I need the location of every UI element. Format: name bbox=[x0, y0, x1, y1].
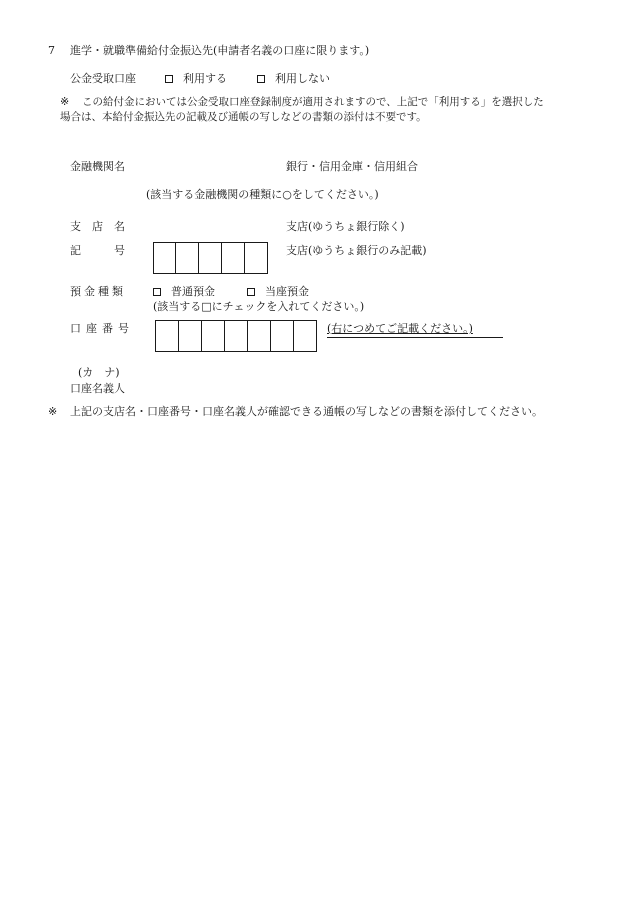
account-digit-box[interactable] bbox=[248, 320, 271, 352]
account-number-label: 口座番号 bbox=[70, 322, 134, 335]
symbol-digit-box[interactable] bbox=[222, 242, 245, 274]
deposit-current-option[interactable] bbox=[247, 285, 309, 299]
branch-suffix: 支店(ゆうちょ銀行除く) bbox=[286, 220, 405, 233]
account-number-note: (右につめてご記載ください。) bbox=[327, 322, 473, 335]
account-digit-box[interactable] bbox=[225, 320, 248, 352]
section-title: 進学・就職準備給付金振込先(申請者名義の口座に限ります。) bbox=[70, 44, 370, 57]
account-number-input-boxes[interactable] bbox=[155, 320, 317, 352]
bank-types: 銀行・信用金庫・信用組合 bbox=[286, 160, 418, 173]
symbol-digit-box[interactable] bbox=[199, 242, 222, 274]
note2-text: 上記の支店名・口座番号・口座名義人が確認できる通帳の写しなどの書類を添付してください。 bbox=[70, 405, 543, 418]
deposit-type-instruction: (該当する□にチェックを入れてください。) bbox=[153, 300, 365, 313]
bank-label: 金融機関名 bbox=[70, 160, 125, 173]
symbol-digit-box[interactable] bbox=[176, 242, 199, 274]
symbol-input-boxes[interactable] bbox=[153, 242, 268, 274]
current-label: 当座預金 bbox=[265, 285, 309, 298]
section-number: 7 bbox=[48, 44, 55, 57]
not-use-checkbox[interactable] bbox=[257, 75, 265, 83]
public-account-label: 公金受取口座 bbox=[70, 72, 136, 85]
bank-instruction: (該当する金融機関の種類に○をしてください。) bbox=[146, 188, 379, 201]
note1-mark: ※ bbox=[60, 95, 70, 108]
account-digit-box[interactable] bbox=[179, 320, 202, 352]
deposit-ordinary-option[interactable] bbox=[153, 285, 215, 299]
account-holder-label: 口座名義人 bbox=[70, 382, 125, 395]
symbol-digit-box[interactable] bbox=[154, 242, 176, 274]
symbol-digit-box[interactable] bbox=[245, 242, 268, 274]
use-label: 利用する bbox=[183, 72, 227, 85]
not-use-label: 利用しない bbox=[275, 72, 330, 85]
note1-line1: この給付金においては公金受取口座登録制度が適用されますので、上記で「利用する」を選択した bbox=[82, 96, 544, 108]
current-checkbox[interactable] bbox=[247, 288, 255, 296]
symbol-suffix: 支店(ゆうちょ銀行のみ記載) bbox=[286, 244, 427, 257]
use-checkbox[interactable] bbox=[165, 75, 173, 83]
deposit-type-label: 預金種類 bbox=[70, 285, 126, 298]
branch-label: 支 店 名 bbox=[70, 220, 125, 233]
ordinary-checkbox[interactable] bbox=[153, 288, 161, 296]
note2-mark: ※ bbox=[48, 405, 58, 418]
account-holder-kana-label: (カ ナ) bbox=[78, 366, 120, 379]
public-account-use-option[interactable] bbox=[165, 72, 227, 86]
account-digit-box[interactable] bbox=[294, 320, 317, 352]
account-digit-box[interactable] bbox=[202, 320, 225, 352]
account-digit-box[interactable] bbox=[156, 320, 179, 352]
public-account-not-use-option[interactable] bbox=[257, 72, 330, 86]
note1-line2: 場合は、本給付金振込先の記載及び通帳の写しなどの書類の添付は不要です。 bbox=[60, 111, 427, 123]
symbol-label: 記 号 bbox=[70, 244, 125, 257]
ordinary-label: 普通預金 bbox=[171, 285, 215, 298]
account-number-note-underline bbox=[327, 337, 503, 338]
account-digit-box[interactable] bbox=[271, 320, 294, 352]
